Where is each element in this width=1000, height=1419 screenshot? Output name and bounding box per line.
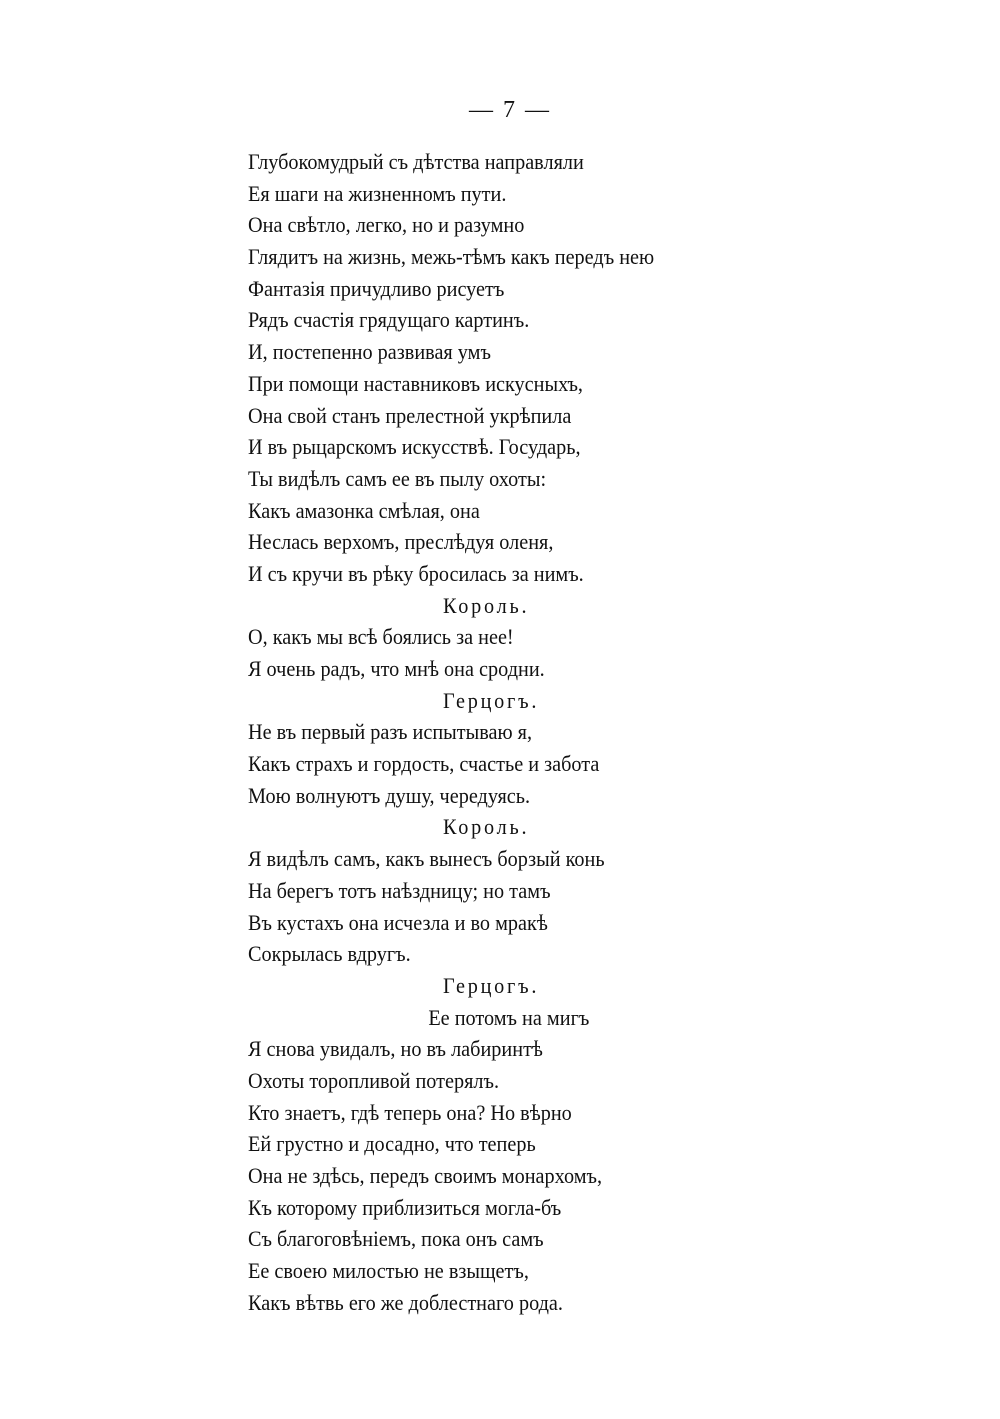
verse-text <box>248 146 888 1318</box>
verse-line: Рядъ счастія грядущаго картинъ. <box>248 307 530 333</box>
verse-line: И въ рыцарскомъ искусствѣ. Государь, <box>248 434 581 460</box>
verse-line: Ее своею милостью не взыщетъ, <box>248 1258 529 1284</box>
verse-line: Она свой станъ прелестной укрѣпила <box>248 402 572 428</box>
speaker-name: Герцогъ. <box>443 972 540 998</box>
verse-line: Кто знаетъ, гдѣ теперь она? Но вѣрно <box>248 1099 572 1125</box>
verse-line: Глядитъ на жизнь, межь-тѣмъ какъ передъ нею <box>248 244 655 270</box>
verse-line: И, постепенно развивая умъ <box>248 339 491 365</box>
verse-line: На берегъ тотъ наѣздницу; но тамъ <box>248 877 551 903</box>
verse-line: Ей грустно и досадно, что теперь <box>248 1131 536 1157</box>
verse-line: Я очень радъ, что мнѣ она сродни. <box>248 656 545 681</box>
verse-line: О, какъ мы всѣ боялись за нее! <box>248 624 514 650</box>
verse-line: И съ кручи въ рѣку бросилась за нимъ. <box>248 560 584 586</box>
verse-line: Къ которому приблизиться могла-бъ <box>248 1194 562 1220</box>
verse-line: Какъ амазонка смѣлая, она <box>248 497 480 523</box>
page-number: — 7 — <box>469 97 551 123</box>
verse-line: Какъ вѣтвь его же доблестнаго рода. <box>248 1289 563 1315</box>
verse-line: Охоты торопливой потерялъ. <box>248 1067 500 1093</box>
verse-line: Въ кустахъ она исчезла и во мракѣ <box>248 909 548 935</box>
verse-line: Сокрылась вдругъ. <box>248 941 411 967</box>
verse-line: Фантазія причудливо рисуетъ <box>248 275 505 301</box>
speaker-name: Король. <box>443 592 530 618</box>
verse-line: Ея шаги на жизненномъ пути. <box>248 180 507 206</box>
speaker-name: Король. <box>443 814 530 840</box>
verse-line: Съ благоговѣніемъ, пока онъ самъ <box>248 1226 544 1252</box>
verse-line: Я снова увидалъ, но въ лабиринтѣ <box>248 1036 543 1062</box>
speaker-name: Герцогъ. <box>443 687 540 713</box>
verse-line: Не въ первый разъ испытываю я, <box>248 719 533 745</box>
verse-line: При помощи наставниковъ искусныхъ, <box>248 370 583 396</box>
verse-line: Я видѣлъ самъ, какъ вынесъ борзый конь <box>248 846 605 872</box>
verse-line: Она свѣтло, легко, но и разумно <box>248 212 525 238</box>
verse-line: Она не здѣсь, передъ своимъ монархомъ, <box>248 1163 603 1188</box>
verse-line: Глубокомудрый съ дѣтства направляли <box>248 149 584 174</box>
verse-line: Ты видѣлъ самъ ее въ пылу охоты: <box>248 465 547 491</box>
verse-line: Неслась верхомъ, преслѣдуя оленя, <box>248 529 554 555</box>
verse-line: Мою волнуютъ душу, чередуясь. <box>248 782 531 808</box>
verse-line: Какъ страхъ и гордость, счастье и забота <box>248 751 600 777</box>
verse-line: Ее потомъ на мигъ <box>428 1004 590 1030</box>
